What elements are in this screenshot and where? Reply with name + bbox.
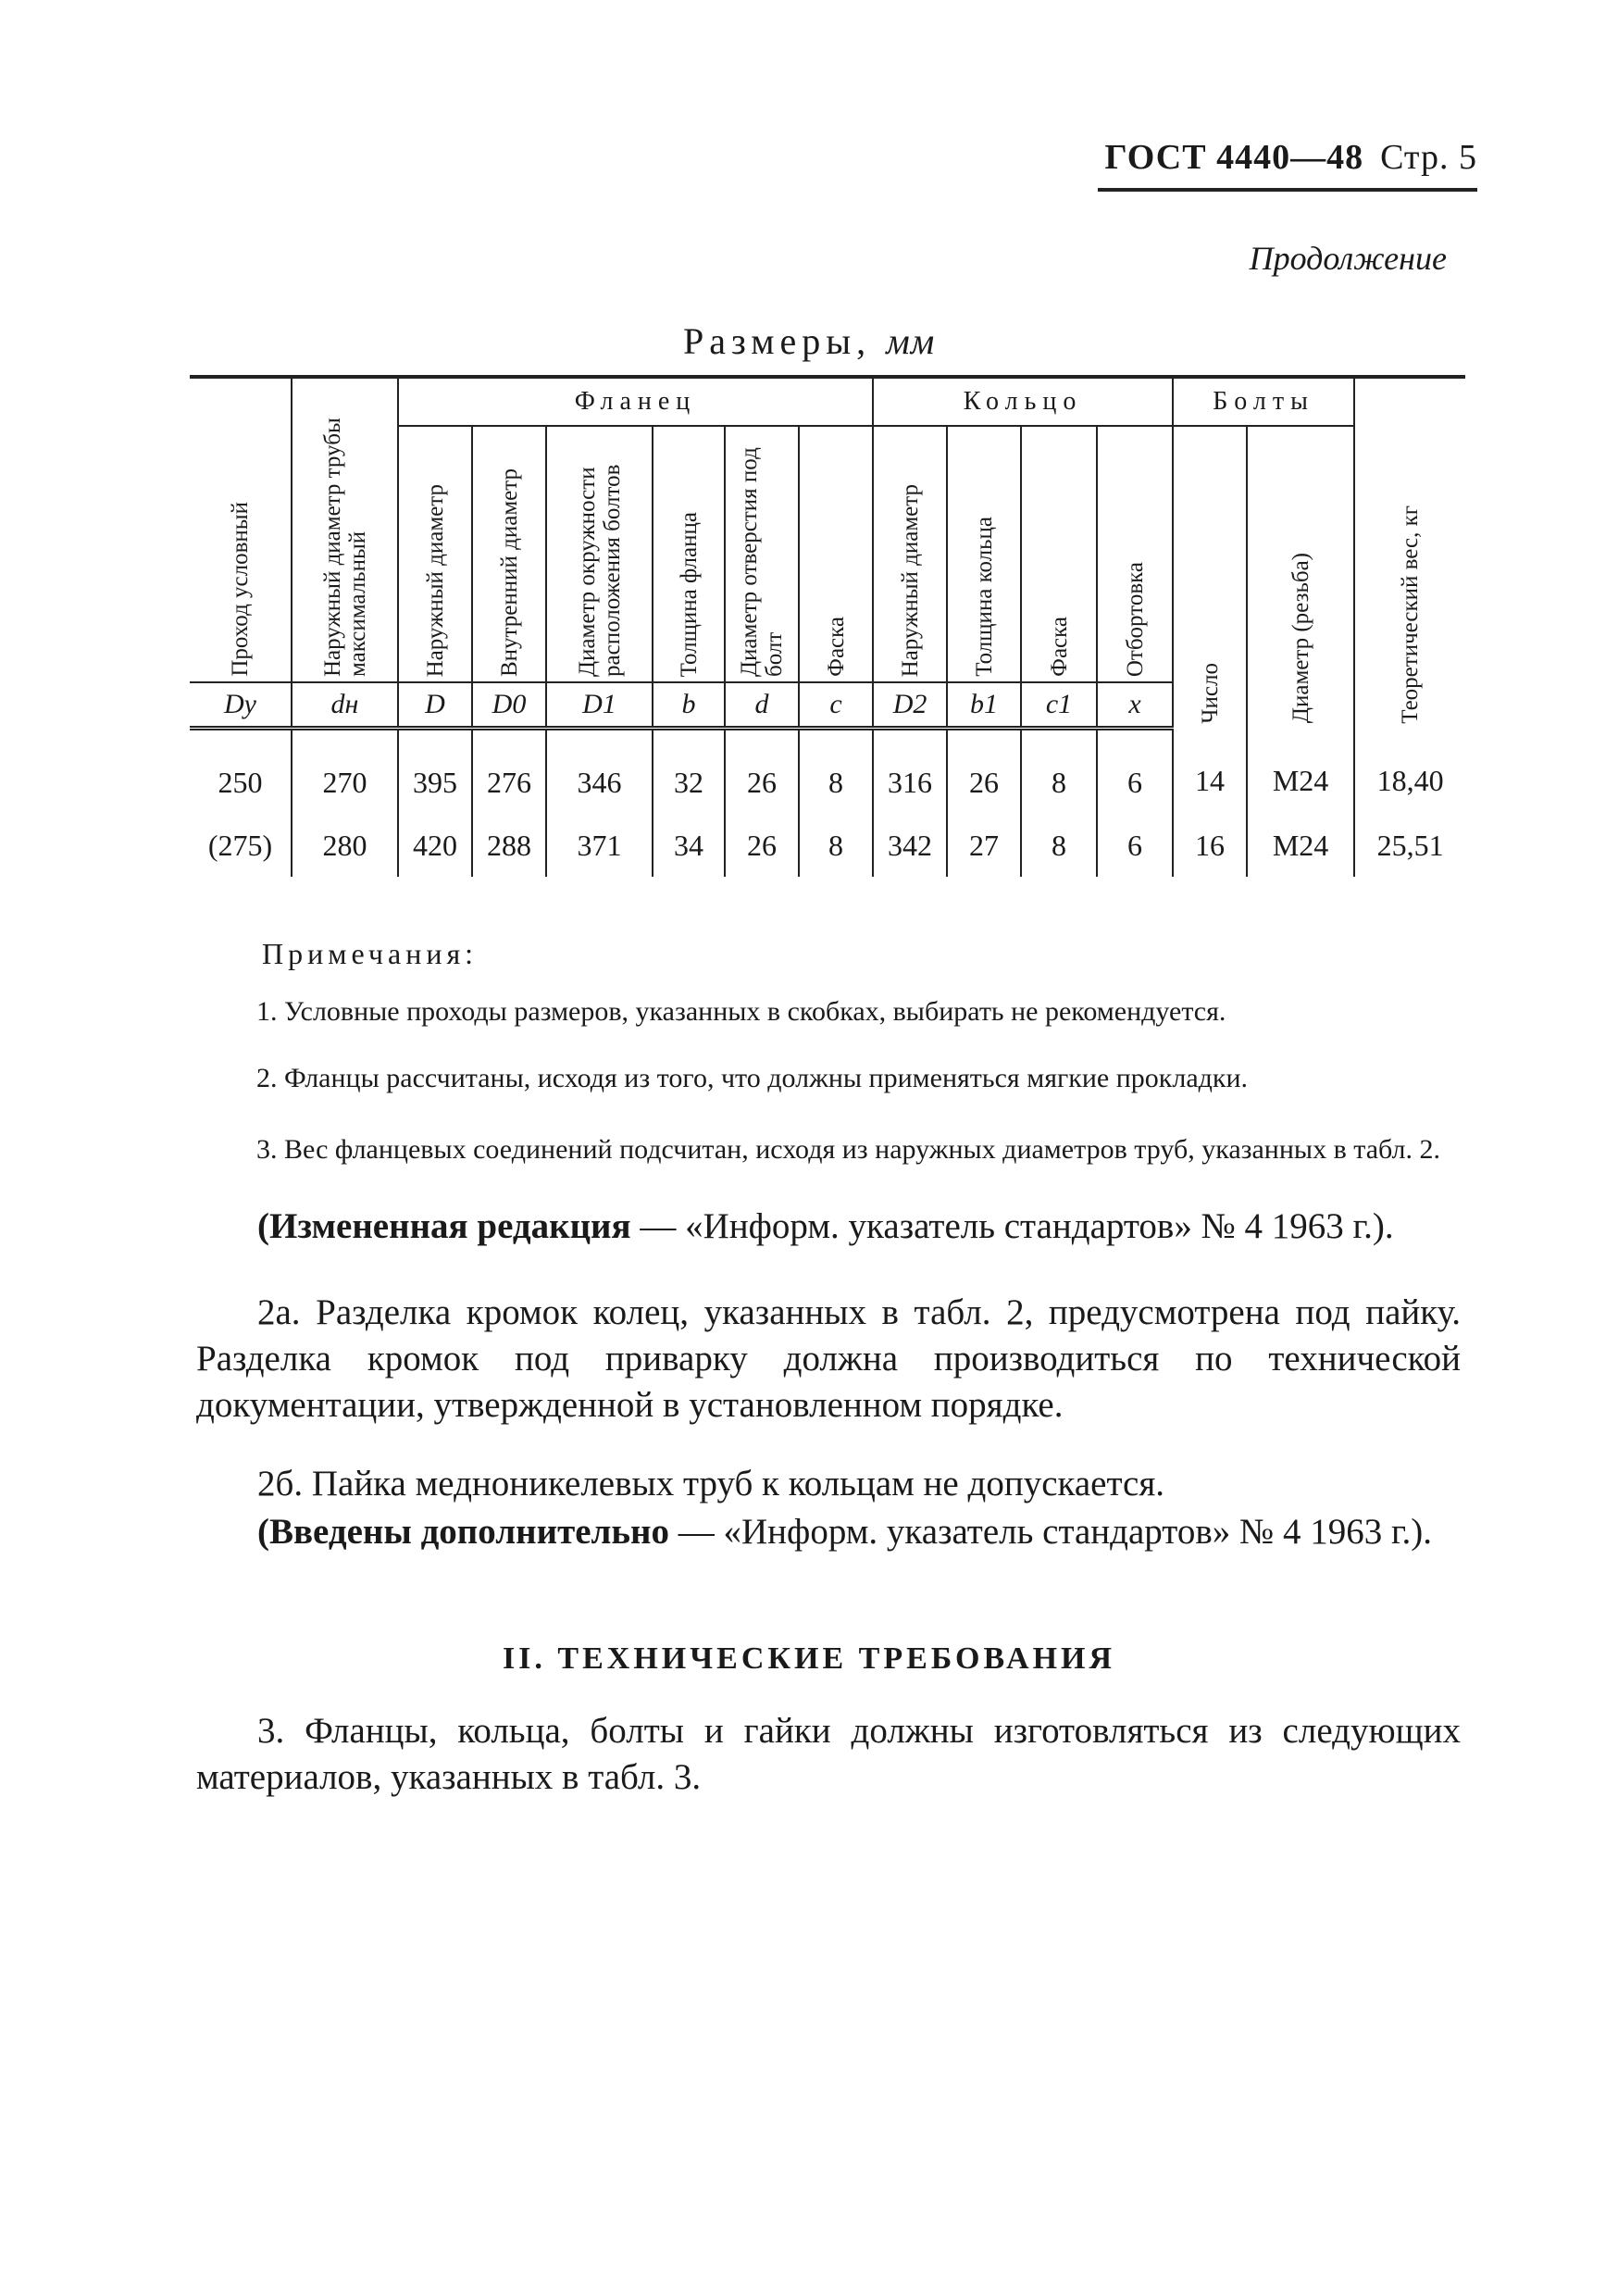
cell: 280 xyxy=(292,814,398,877)
cell: 26 xyxy=(725,729,799,815)
symbol-d: d xyxy=(725,682,799,729)
cell: 8 xyxy=(1021,814,1097,877)
cell: 270 xyxy=(292,729,398,815)
col-header-d: Диаметр отверстия под болт xyxy=(725,426,799,682)
edit-note-1 xyxy=(196,1204,1461,1250)
cell: 27 xyxy=(947,814,1021,877)
header-rule xyxy=(1098,188,1477,192)
cell: 6 xyxy=(1097,814,1173,877)
symbol-D: D xyxy=(398,682,472,729)
col-header-num: Число xyxy=(1173,426,1247,729)
note-item: 2. Фланцы рассчитаны, исходя из того, что должны применяться мягкие прокладки. xyxy=(256,1063,1249,1093)
cell: 8 xyxy=(799,814,873,877)
cell: 346 xyxy=(546,729,653,815)
units-caption xyxy=(683,319,935,363)
cell: 6 xyxy=(1097,729,1173,815)
cell: 8 xyxy=(1021,729,1097,815)
symbol-D1: D1 xyxy=(546,682,653,729)
col-header-D1: Диаметр окружности расположения болтов xyxy=(546,426,653,682)
cell: 34 xyxy=(653,814,725,877)
symbol-c: c xyxy=(799,682,873,729)
cell: 14 xyxy=(1173,729,1247,815)
paragraph-2a: 2а. Разделка кромок колец, указанных в табл. 2, предусмотрена под пайку. Разделка кромок под приварку должна производиться по технической документации, утвержденной в установленном порядке. xyxy=(196,1292,1461,1425)
cell: М24 xyxy=(1247,814,1354,877)
paragraph-3: 3. Фланцы, кольца, болты и гайки должны изготовляться из следующих материалов, указанных в табл. 3. xyxy=(196,1711,1461,1797)
note-item: 3. Вес фланцевых соединений подсчитан, исходя из наружных диаметров труб, указанных в табл. 2. xyxy=(256,1134,1441,1165)
cell: М24 xyxy=(1247,729,1354,815)
continuation-label: Продолжение xyxy=(1249,240,1447,277)
col-header-b1: Толщина кольца xyxy=(947,426,1021,682)
col-header-c1: Фаска xyxy=(1021,426,1097,682)
section-title: II. ТЕХНИЧЕСКИЕ ТРЕБОВАНИЯ xyxy=(502,1641,1116,1676)
page-number: Стр. 5 xyxy=(1380,138,1477,177)
col-header-D0: Внутренний диаметр xyxy=(472,426,546,682)
cell: 32 xyxy=(653,729,725,815)
symbol-D0: D0 xyxy=(472,682,546,729)
col-header-x: Отбортовка xyxy=(1097,426,1173,682)
cell: 371 xyxy=(546,814,653,877)
group-bolts: Болты xyxy=(1173,377,1354,426)
cell: (275) xyxy=(190,814,292,877)
note-item: 1. Условные проходы размеров, указанных в скобках, выбирать не рекомендуется. xyxy=(256,996,1226,1027)
notes-title: Примечания: xyxy=(262,937,479,970)
col-header-thread: Диаметр (резьба) xyxy=(1247,426,1354,729)
table-row xyxy=(190,729,1465,815)
cell: 8 xyxy=(799,729,873,815)
col-header-D2: Наружный диаметр xyxy=(873,426,947,682)
standard-code: ГОСТ 4440—48 xyxy=(1104,138,1364,177)
group-flange: Фланец xyxy=(398,377,873,426)
col-header-weight: Теоретический вес, кг xyxy=(1354,377,1465,729)
symbol-c1: c1 xyxy=(1021,682,1097,729)
col-header-D: Наружный диаметр xyxy=(398,426,472,682)
symbol-b: b xyxy=(653,682,725,729)
edit-note-1-text: — «Информ. указатель стандартов» № 4 1963 г.). xyxy=(640,1206,1394,1246)
edit-note-2-bold: (Введены дополнительно xyxy=(257,1512,670,1552)
page-header xyxy=(1105,137,1477,178)
cell: 342 xyxy=(873,814,947,877)
edit-note-2 xyxy=(196,1509,1461,1555)
cell: 25,51 xyxy=(1354,814,1465,877)
units-label: Размеры, xyxy=(683,320,872,362)
paragraph-2b: 2б. Пайка медноникелевых труб к кольцам не допускается. xyxy=(257,1464,1165,1504)
symbol-b1: b1 xyxy=(947,682,1021,729)
col-header-b: Толщина фланца xyxy=(653,426,725,682)
cell: 26 xyxy=(725,814,799,877)
dimensions-table xyxy=(190,375,1465,877)
col-header-dy: Проход условный xyxy=(190,377,292,682)
cell: 395 xyxy=(398,729,472,815)
edit-note-1-bold: (Измененная редакция xyxy=(257,1206,631,1246)
cell: 250 xyxy=(190,729,292,815)
symbol-x: x xyxy=(1097,682,1173,729)
symbol-dn: dн xyxy=(292,682,398,729)
units-unit: мм xyxy=(886,320,936,362)
symbol-dy: Dу xyxy=(190,682,292,729)
col-header-dn: Наружный диаметр трубы максимальный xyxy=(292,377,398,682)
edit-note-2-text: — «Информ. указатель стандартов» № 4 1963 г.). xyxy=(678,1512,1433,1552)
cell: 316 xyxy=(873,729,947,815)
group-ring: Кольцо xyxy=(873,377,1173,426)
symbol-D2: D2 xyxy=(873,682,947,729)
cell: 16 xyxy=(1173,814,1247,877)
table-row xyxy=(190,814,1465,877)
cell: 18,40 xyxy=(1354,729,1465,815)
cell: 276 xyxy=(472,729,546,815)
cell: 420 xyxy=(398,814,472,877)
cell: 288 xyxy=(472,814,546,877)
cell: 26 xyxy=(947,729,1021,815)
col-header-c: Фаска xyxy=(799,426,873,682)
